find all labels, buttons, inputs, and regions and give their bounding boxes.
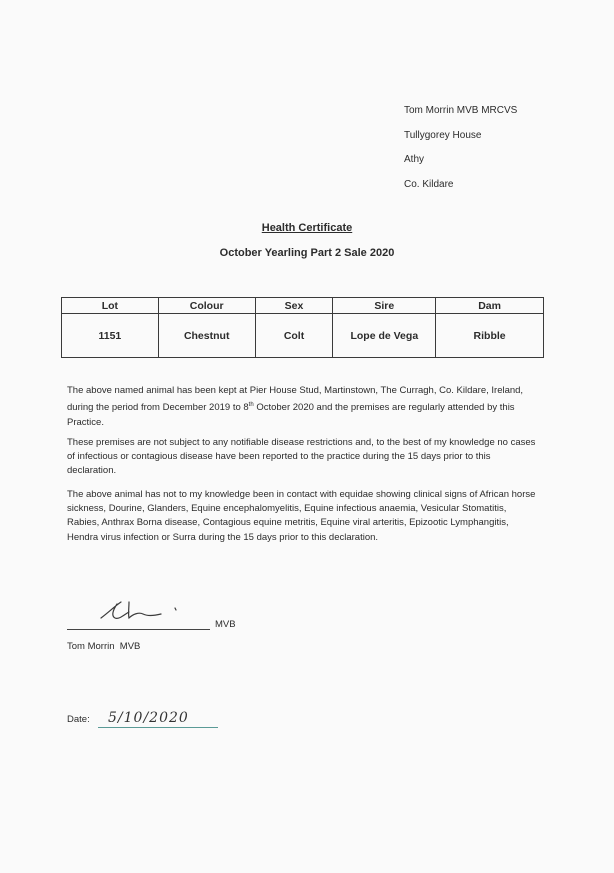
header-dam: Dam: [436, 298, 544, 314]
address-line-town: Athy: [404, 154, 425, 166]
animal-details-table: [61, 297, 544, 358]
cell-colour: Chestnut: [158, 314, 255, 358]
signatory-name: Tom Morrin MVB: [67, 641, 141, 652]
address-line-county: Co. Kildare: [404, 178, 454, 190]
handwritten-date: 5/10/2020: [108, 710, 189, 726]
certificate-title: Health Certificate: [261, 222, 353, 234]
date-line: [98, 727, 218, 728]
header-colour: Colour: [158, 298, 255, 314]
residence-text-start: The above named animal has been kept at Pier House Stud, Martinstown, The Curragh, Co. Kildare, Ireland, during the period from December 2019 to 8: [67, 385, 524, 414]
header-lot: Lot: [62, 298, 159, 314]
header-sire: Sire: [333, 298, 436, 314]
contact-declaration-paragraph: The above animal has not to my knowledge been in contact with equidae showing clinical signs of African horse sickness, Dourine, Glanders, Equine encephalomyelitis, Equine infectious anaemia, Vesicular Stomatitis, Rabies, Anthrax Borna disease, Contagious equine metritis, Equine viral arteritis, Epizootic Lymphangitis, Hendra virus infection or Surra during the 15 days prior to this declaration.: [67, 489, 536, 543]
vet-address-block: [404, 99, 517, 197]
header-sex: Sex: [255, 298, 333, 314]
address-line-name: Tom Morrin MVB MRCVS: [404, 105, 518, 116]
date-label: Date:: [67, 714, 90, 725]
sale-subtitle: October Yearling Part 2 Sale 2020: [219, 247, 395, 259]
disease-restriction-paragraph: These premises are not subject to any notifiable disease restrictions and, to the best of my knowledge no cases of infectious or contagious disease have been reported to the practice during the 15 days prior to this declaration.: [67, 437, 536, 477]
residence-paragraph: [67, 384, 537, 430]
cell-sire: Lope de Vega: [333, 314, 436, 358]
cell-dam: Ribble: [436, 314, 544, 358]
cell-lot: 1151: [62, 314, 159, 358]
residence-text-end: October 2020 and the premises are regularly attended by this Practice.: [67, 402, 515, 428]
handwritten-signature: [95, 598, 185, 624]
signature-suffix: MVB: [215, 619, 236, 630]
table-row: [62, 314, 544, 358]
signature-line: [67, 629, 210, 630]
table-header-row: [62, 298, 544, 314]
address-line-house: Tullygorey House: [404, 129, 482, 141]
ordinal-suffix: th: [248, 402, 254, 409]
cell-sex: Colt: [255, 314, 333, 358]
